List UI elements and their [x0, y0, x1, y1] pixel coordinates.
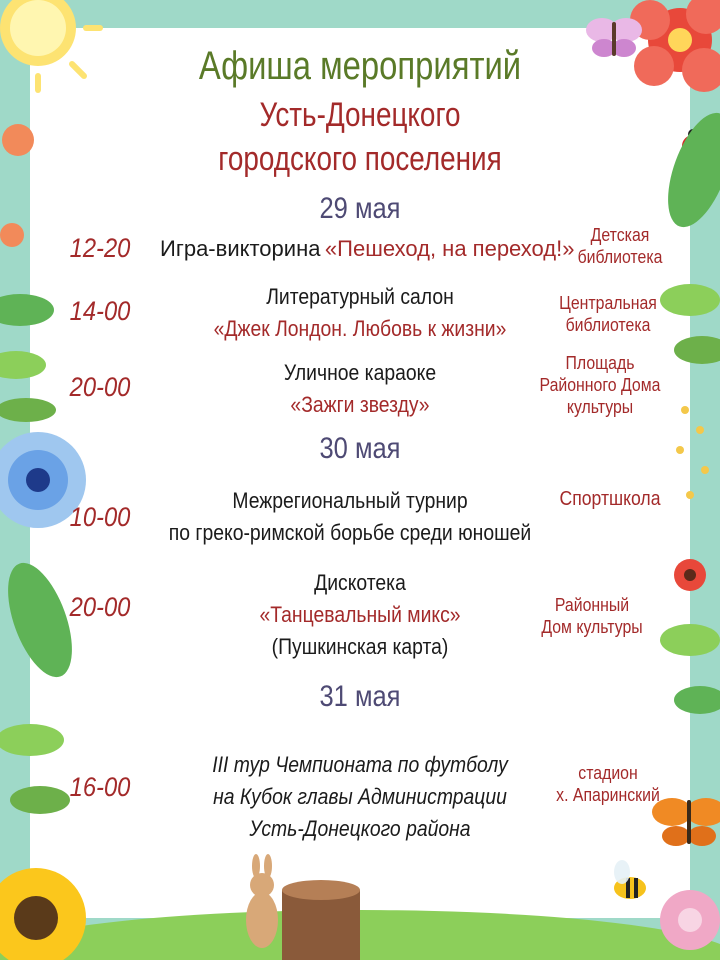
butterfly-icon: [586, 18, 642, 57]
poster-subtitle-line1: Усть-Донецкого: [259, 96, 461, 134]
event-type: Уличное караоке: [283, 360, 437, 385]
event-title-line: Усть-Донецкого района: [249, 816, 471, 841]
poster-subtitle-line2: городского поселения: [218, 140, 502, 178]
event-venue: Спортшкола: [559, 488, 661, 510]
event-name: «Зажги звезду»: [290, 392, 430, 417]
pink-flower-icon: [660, 890, 720, 950]
event-venue: Районный Дом культуры: [541, 595, 643, 637]
event-time: 16-00: [69, 772, 131, 802]
date-heading: 30 мая: [319, 432, 401, 465]
event-time: 14-00: [69, 296, 131, 326]
event-venue: стадион х. Апаринский: [556, 763, 660, 805]
event-note: (Пушкинская карта): [271, 634, 449, 659]
event-name: «Пешеход, на переход!»: [324, 236, 575, 261]
event-venue: Детская библиотека: [577, 225, 663, 267]
event-name: «Джек Лондон. Любовь к жизни»: [213, 316, 507, 341]
event-title-line: на Кубок главы Администрации: [213, 784, 507, 809]
poster-title: Афиша мероприятий: [198, 44, 522, 88]
event-title: [160, 236, 575, 262]
event-venue: Центральная библиотека: [559, 293, 657, 335]
event-venue: Площадь Районного Дома культуры: [539, 353, 661, 417]
event-type: Дискотека: [314, 570, 406, 595]
event-name: «Танцевальный микс»: [259, 602, 461, 627]
event-title-line: по греко-римской борьбе среди юношей: [168, 520, 532, 545]
event-time: 10-00: [69, 502, 131, 532]
event-time: 20-00: [69, 592, 131, 622]
date-heading: 29 мая: [319, 192, 401, 225]
event-title-line: Межрегиональный турнир: [232, 488, 468, 513]
event-type: Игра-викторина: [160, 236, 321, 261]
date-heading: 31 мая: [319, 680, 401, 713]
event-time: 12-20: [69, 233, 131, 263]
event-title-line: III тур Чемпионата по футболу: [212, 752, 508, 777]
event-type: Литературный салон: [266, 284, 454, 309]
event-time: 20-00: [69, 372, 131, 402]
